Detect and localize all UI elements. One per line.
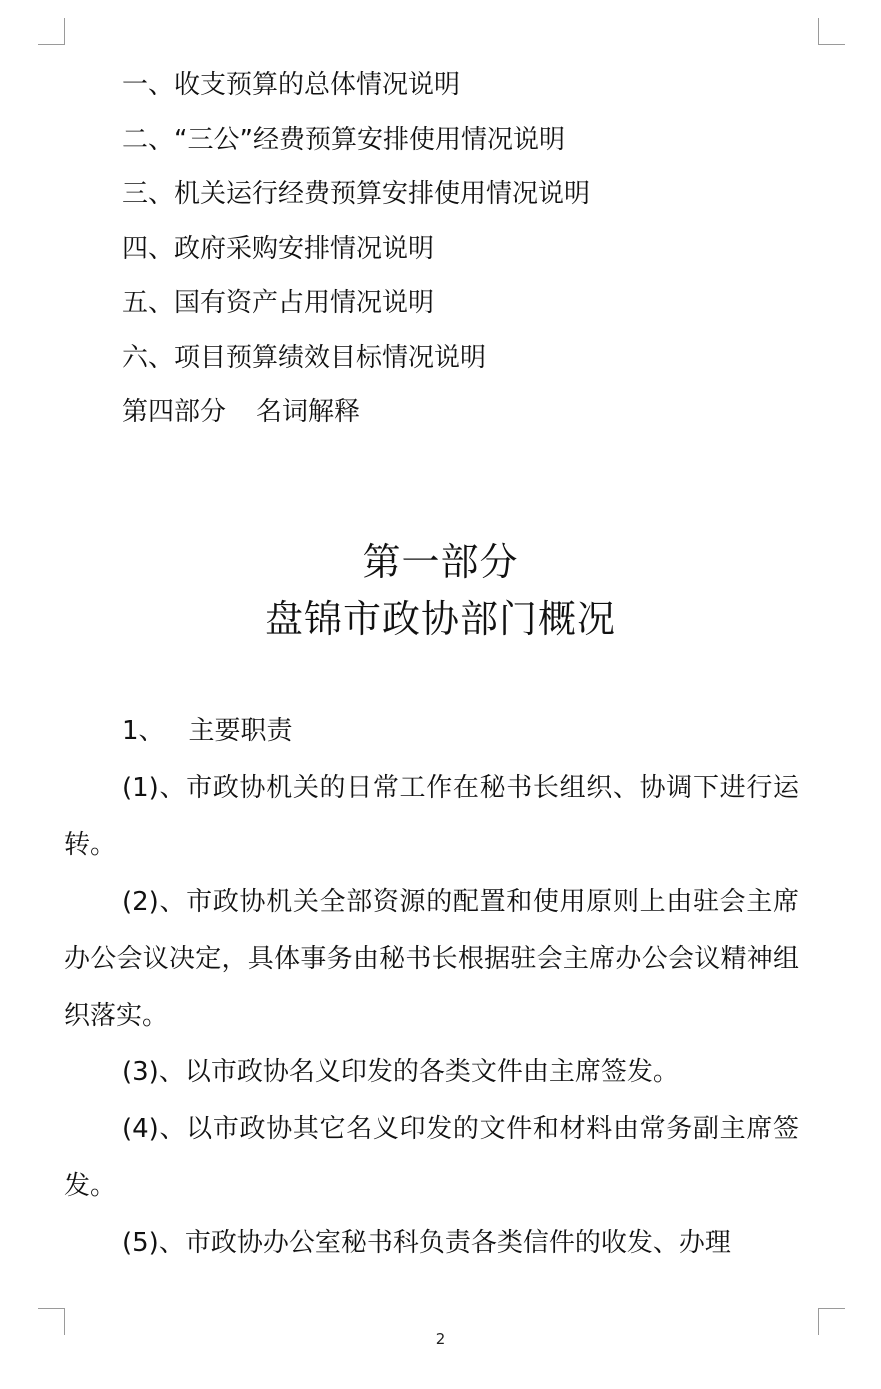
paragraph: (4)、以市政协其它名义印发的文件和材料由常务副主席签发。 [64,1114,799,1201]
toc-item-part-four [122,385,590,440]
toc-item: 一、收支预算的总体情况说明 [122,70,461,100]
paragraph: (2)、市政协机关全部资源的配置和使用原则上由驻会主席办公会议决定，具体事务由秘书长根据驻会主席办公会议精神组织落实。 [64,887,799,1031]
part-four-title: 名词解释 [256,397,361,427]
part-title: 盘锦市政协部门概况 [264,597,616,641]
section-heading [122,709,293,753]
paragraph: (5)、市政协办公室秘书科负责各类信件的收发、办理 [122,1228,731,1258]
paragraph: (3)、以市政协名义印发的各类文件由主席签发。 [122,1057,679,1087]
toc-item: 二、“三公”经费预算安排使用情况说明 [122,124,565,155]
toc-item: 三、机关运行经费预算安排使用情况说明 [122,179,591,209]
paragraph: (1)、市政协机关的日常工作在秘书长组织、协调下进行运转。 [64,773,799,860]
part-heading: 第一部分 [362,540,519,584]
table-of-contents [122,58,590,440]
crop-mark-top-left [38,18,65,45]
toc-item: 六、项目预算绩效目标情况说明 [122,342,487,373]
crop-mark-top-right [818,18,845,45]
toc-item: 五、国有资产占用情况说明 [122,288,435,318]
toc-item: 四、政府采购安排情况说明 [122,233,435,264]
page-number: 2 [435,1330,446,1348]
section-title: 主要职责 [188,716,293,746]
section-number: 1、 [122,716,165,746]
part-four-label: 第四部分 [122,397,227,427]
